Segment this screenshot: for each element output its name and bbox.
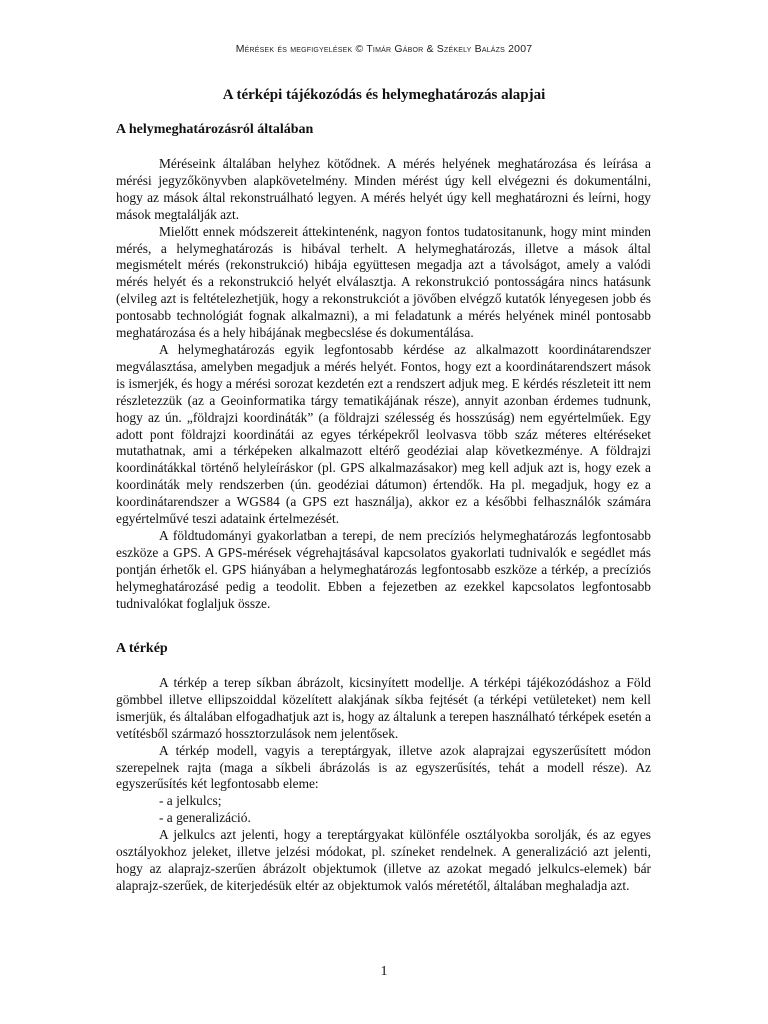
list-item: - a jelkulcs; xyxy=(159,793,222,809)
paragraph: A helymeghatározás egyik legfontosabb kérdése az alkalmazott koordinátarendszer megválasztása, amelyben megadjuk a mérés helyét. Fontos, hogy ezt a koordinátarendszert mások is ismerjék, és hogy a mérési sorozat kezdetén ezt a rendszert adjuk meg. E kérdés részleteit itt nem részletezzük (az a Geoinformatika tárgy tematikájának része), annyit azonban érdemes tudnunk, hogy az ún. „földrajzi koordináták” (a földrajzi szélesség és hosszúság) nem egyértelműek. Egy adott pont földrajzi koordinátái az egyes térképekről leolvasva több száz méteres eltéréseket mutathatnak, ami a térképeken alkalmazott eltérő geodéziai alap következménye. A földrajzi koordinátákkal történő helyleíráskor (pl. GPS alkalmazásakor) meg kell adjuk azt is, hogy ezek a koordináták mely rendszerben (ún. geodéziai dátumon) értendők. Ha pl. megadjuk, hogy ez a koordinátarendszer a WGS84 (a GPS ezt használja), akkor ez a későbbi felhasználók számára egyértelművé teszi adataink értelmezését. xyxy=(116,341,651,527)
list-item: - a generalizáció. xyxy=(159,810,251,826)
document-title: A térképi tájékozódás és helymeghatározás alapjai xyxy=(222,87,546,103)
paragraph: A térkép modell, vagyis a tereptárgyak, illetve azok alaprajzai egyszerűsített módon szerepelnek rajta (maga a síkbeli ábrázolás is az egyszerűsítés, tehát a modell része). Az egyszerűsítés két legfontosabb eleme: xyxy=(116,742,651,792)
section-heading: A helymeghatározásról általában xyxy=(116,122,314,137)
paragraph: Mielőtt ennek módszereit áttekintenénk, nagyon fontos tudatositanunk, hogy mint minden mérés, a helymeghatározás is hibával terhelt. A helymeghatározás, illetve a mások által megismételt mérés (rekonstrukció) hibája együttesen megadja azt a távolságot, amely a valódi mérés helyét és a rekonstrukció helyét elválasztja. A rekonstrukció pontosságára nincs hatásunk (elvileg azt is feltételezhetjük, hogy a rekonstrukciót a jövőben elvégző kutatók lényegesen jobb és pontosabb technológiát fognak alkalmazni), a mi feladatunk a mérés helyének minél pontosabb meghatározása és a hely hibájának megbecslése és dokumentálása. xyxy=(116,223,651,341)
section-heading: A térkép xyxy=(116,641,168,656)
section-terkep xyxy=(116,640,651,895)
running-header: Mérések és megfigyelések © Timár Gábor & Székely Balázs 2007 xyxy=(235,43,533,55)
page-number: 1 xyxy=(380,964,388,979)
section-helymeghatarozas xyxy=(116,121,651,612)
paragraph: A jelkulcs azt jelenti, hogy a tereptárgyakat különféle osztályokba sorolják, és az egyes osztályokhoz jeleket, illetve jelzési módokat, pl. színeket rendelnek. A generalizáció azt jelenti, hogy az alaprajz-szerűen ábrázolt objektumok (illetve az azokat megadó jelkulcs-elemek) bár alaprajz-szerűek, de kiterjedésük eltér az objektumok valós méretétől, általában meghaladja azt. xyxy=(116,827,651,893)
paragraph: Méréseink általában helyhez kötődnek. A mérés helyének meghatározása és leírása a mérési jegyzőkönyvben alapkövetelmény. Minden mérést úgy kell elvégezni és dokumentálni, hogy az mások által rekonstruálható legyen. A mérés helyét úgy kell meghatározni és leírni, hogy mások megtalálják azt. xyxy=(116,156,651,222)
paragraph: A térkép a terep síkban ábrázolt, kicsinyített modellje. A térképi tájékozódáshoz a Föld gömbbel illetve ellipszoiddal közelített alakjának síkba fejtését (a térképi vetületeket) nem kell ismerjük, és általában elfogadhatjuk azt is, hogy az általunk a terepen használható térképek esetén a vetítésből származó hossztorzulások nem jelentősek. xyxy=(116,675,651,741)
paragraph: A földtudományi gyakorlatban a terepi, de nem precíziós helymeghatározás legfontosabb eszköze a GPS. A GPS-mérések végrehajtásával kapcsolatos gyakorlati tudnivalók e segédlet más pontján érhetők el. GPS hiányában a helymeghatározás legfontosabb eszköze a térkép, a precíziós helymeghatározásé pedig a teodolit. Ebben a fejezetben az ezekkel kapcsolatos legfontosabb tudnivalókat foglaljuk össze. xyxy=(116,527,651,611)
